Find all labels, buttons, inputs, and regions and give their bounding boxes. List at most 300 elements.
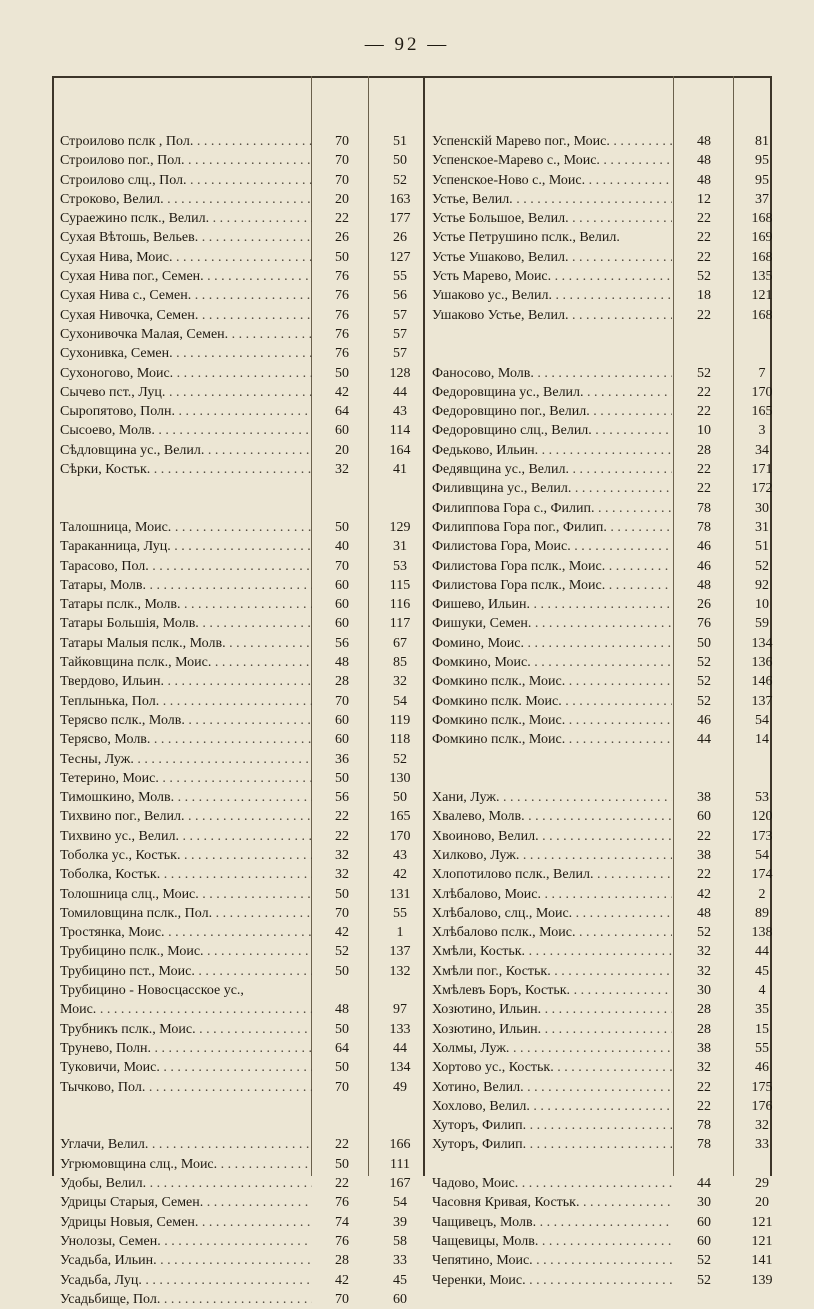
place-name: Тихвино пог., Велил. . . . <box>60 807 312 826</box>
index-entry <box>432 402 773 421</box>
place-name: Туковичи, Моис. . . . <box>60 1058 312 1077</box>
place-name: Татары Малыя пслк., Молв. . . . <box>60 634 312 653</box>
entry-number: 59 <box>755 616 769 632</box>
entry-number: 141 <box>751 1253 773 1269</box>
place-name: Хлѣбалово, слц., Моис. . . . <box>432 904 672 923</box>
sheet-number: 78 <box>697 1118 711 1134</box>
index-entry <box>60 557 422 576</box>
place-name: Устье Петрушино пслк., Велил. <box>432 230 620 246</box>
place-name: Фомкино пслк. Моис. . . . <box>432 692 672 711</box>
sheet-number: 78 <box>697 519 711 535</box>
sheet-number: 76 <box>697 616 711 632</box>
sheet-number: 22 <box>697 230 711 246</box>
sheet-number: 32 <box>697 963 711 979</box>
sheet-number: 44 <box>697 1176 711 1192</box>
sheet-number: 38 <box>697 1040 711 1056</box>
index-entry <box>60 962 422 981</box>
place-name: Сухонивка, Семен. . . . <box>60 344 312 363</box>
entry-number: 54 <box>393 1195 407 1211</box>
place-name: Федоровщино слц., Велил. . . . <box>432 421 672 440</box>
sheet-number: 22 <box>697 828 711 844</box>
place-name: Тихвино ус., Велил. . . . <box>60 827 312 846</box>
sheet-number: 42 <box>697 886 711 902</box>
sheet-number: 78 <box>697 500 711 516</box>
entry-number: 164 <box>389 442 411 458</box>
index-entry <box>432 672 773 691</box>
entry-number: 134 <box>751 635 773 651</box>
sheet-number: 22 <box>335 211 349 227</box>
index-entry <box>60 1116 422 1135</box>
index-entry <box>60 537 422 556</box>
entry-number: 43 <box>393 404 407 420</box>
sheet-number: 26 <box>697 597 711 613</box>
index-entry <box>60 711 422 730</box>
sheet-number: 52 <box>697 693 711 709</box>
sheet-number: 52 <box>697 925 711 941</box>
sheet-number: 48 <box>697 153 711 169</box>
place-name: Федоровщино пог., Велил. . . . <box>432 402 672 421</box>
sheet-number: 50 <box>335 1021 349 1037</box>
index-entry <box>432 1271 773 1290</box>
sheet-number: 22 <box>335 1176 349 1192</box>
index-entry <box>60 267 422 286</box>
sheet-number: 76 <box>335 346 349 362</box>
index-entry <box>60 788 422 807</box>
place-name: Усть Марево, Моис. . . . <box>432 267 672 286</box>
entry-number: 44 <box>755 944 769 960</box>
sheet-number: 38 <box>697 847 711 863</box>
place-name: Хуторъ, Филип. . . . <box>432 1116 672 1135</box>
entry-number: 57 <box>393 307 407 323</box>
entry-number: 165 <box>751 404 773 420</box>
index-entry <box>432 827 773 846</box>
place-name: Твердово, Ильин. . . . <box>60 672 312 691</box>
entry-number: 2 <box>758 886 766 902</box>
index-entry <box>432 595 768 614</box>
entry-number: 50 <box>393 790 407 806</box>
entry-number: 176 <box>751 1098 773 1114</box>
index-entry <box>432 364 768 383</box>
index-entry <box>60 730 422 749</box>
index-entry <box>432 557 768 576</box>
place-name: Устье Большое, Велил. . . . <box>432 209 672 228</box>
place-name: Часовня Кривая, Костьк. . . . <box>432 1193 672 1212</box>
entry-number: 170 <box>389 828 411 844</box>
place-name: Сухоногово, Моис. . . . <box>60 364 312 383</box>
index-entry <box>432 981 768 1000</box>
sheet-number: 22 <box>697 404 711 420</box>
entry-number: 130 <box>389 770 411 786</box>
index-entry <box>60 827 422 846</box>
place-name: Трунево, Полн. . . . <box>60 1039 312 1058</box>
index-entry <box>60 1000 422 1019</box>
entry-number: 132 <box>389 963 411 979</box>
index-entry <box>432 865 773 884</box>
index-entry <box>432 1116 768 1135</box>
index-entry <box>60 942 422 961</box>
entry-number: 95 <box>755 153 769 169</box>
entry-number: 7 <box>758 365 766 381</box>
index-entry <box>432 1155 768 1174</box>
sheet-number: 22 <box>335 828 349 844</box>
sheet-number: 70 <box>335 1291 349 1307</box>
sheet-number: 36 <box>335 751 349 767</box>
sheet-number: 26 <box>335 230 349 246</box>
entry-number: 95 <box>755 172 769 188</box>
sheet-number: 60 <box>335 616 349 632</box>
sheet-number: 70 <box>335 153 349 169</box>
place-name: Успенское-Ново с., Моис. . . . <box>432 171 672 190</box>
sheet-number: 50 <box>335 249 349 265</box>
index-entry <box>432 904 768 923</box>
sheet-number: 60 <box>335 732 349 748</box>
place-name: Трубицино - Новосцасское ус., <box>60 983 244 999</box>
sheet-number: 70 <box>335 172 349 188</box>
index-entry <box>60 1213 422 1232</box>
entry-number: 14 <box>755 732 769 748</box>
index-entry <box>60 672 422 691</box>
sheet-number: 50 <box>335 963 349 979</box>
entry-number: 55 <box>393 905 407 921</box>
sheet-number: 22 <box>335 1137 349 1153</box>
sheet-number: 76 <box>335 269 349 285</box>
index-entry <box>432 228 773 247</box>
entry-number: 15 <box>755 1021 769 1037</box>
entry-number: 85 <box>393 655 407 671</box>
entry-number: 171 <box>751 462 773 478</box>
entry-number: 137 <box>751 693 773 709</box>
place-name: Хлѣбалово, Моис. . . . <box>432 885 672 904</box>
index-entry <box>432 750 768 769</box>
place-name: Черенки, Моис. . . . <box>432 1271 672 1290</box>
sheet-number: 70 <box>335 134 349 149</box>
sheet-number: 50 <box>335 770 349 786</box>
entry-number: 37 <box>755 191 769 207</box>
sheet-number: 76 <box>335 1195 349 1211</box>
entry-number: 53 <box>755 790 769 806</box>
index-entry <box>432 1097 773 1116</box>
index-entry <box>432 248 773 267</box>
entry-number: 43 <box>393 847 407 863</box>
entry-number: 45 <box>755 963 769 979</box>
place-name: Теплынька, Пол. . . . <box>60 692 312 711</box>
sheet-number: 32 <box>335 847 349 863</box>
entry-number: 29 <box>755 1176 769 1192</box>
place-name: Тычково, Пол. . . . <box>60 1078 312 1097</box>
sheet-number: 48 <box>697 905 711 921</box>
place-name: Хмѣли, Костьк. . . . <box>432 942 672 961</box>
place-name: Хилково, Луж. . . . <box>432 846 672 865</box>
sheet-number: 50 <box>335 1156 349 1172</box>
place-name: Тетерино, Моис. . . . <box>60 769 312 788</box>
index-entry <box>432 344 768 363</box>
entry-number: 116 <box>389 597 411 613</box>
place-name: Строилово слц., Пол. . . . <box>60 171 312 190</box>
entry-number: 33 <box>755 1137 769 1153</box>
place-name: Угрюмовщина слц., Моис. . . . <box>60 1155 312 1174</box>
entry-number: 55 <box>755 1040 769 1056</box>
entry-number: 46 <box>755 1060 769 1076</box>
index-entry <box>60 614 422 633</box>
entry-number: 136 <box>751 655 773 671</box>
sheet-number: 22 <box>697 462 711 478</box>
entry-number: 20 <box>755 1195 769 1211</box>
table-left-border <box>52 76 54 1176</box>
sheet-number: 56 <box>335 790 349 806</box>
place-name: Хлопотилово пслк., Велил. . . . <box>432 865 672 884</box>
sheet-number: 42 <box>335 1272 349 1288</box>
sheet-number: 52 <box>697 269 711 285</box>
index-entry <box>60 460 422 479</box>
entry-number: 177 <box>389 211 411 227</box>
index-entry <box>60 325 422 344</box>
entry-number: 39 <box>393 1214 407 1230</box>
place-name: Чепятино, Моис. . . . <box>432 1251 672 1270</box>
index-entry <box>432 267 773 286</box>
place-name: Тоболка ус., Костьк. . . . <box>60 846 312 865</box>
sheet-number: 28 <box>697 442 711 458</box>
entry-number: 134 <box>389 1060 411 1076</box>
entry-number: 57 <box>393 346 407 362</box>
sheet-number: 60 <box>335 597 349 613</box>
place-name: Фомино, Моис. . . . <box>432 634 672 653</box>
place-name: Терясво, Молв. . . . <box>60 730 312 749</box>
place-name: Хлѣбалово пслк., Моис. . . . <box>432 923 672 942</box>
sheet-number: 52 <box>697 655 711 671</box>
entry-number: 56 <box>393 288 407 304</box>
index-entry <box>432 286 773 305</box>
entry-number: 42 <box>393 867 407 883</box>
entry-number: 172 <box>751 481 773 497</box>
place-name: Строилово пог., Пол. . . . <box>60 151 312 170</box>
left-index-column <box>60 132 422 1309</box>
place-name: Сухая Нива с., Семен. . . . <box>60 286 312 305</box>
index-entry <box>60 1155 422 1174</box>
index-entry <box>432 1251 773 1270</box>
sheet-number: 20 <box>335 191 349 207</box>
entry-number: 35 <box>755 1002 769 1018</box>
entry-number: 146 <box>751 674 773 690</box>
sheet-number: 40 <box>335 539 349 555</box>
index-entry <box>60 1193 422 1212</box>
entry-number: 32 <box>393 674 407 690</box>
place-name: Талошница, Моис. . . . <box>60 518 312 537</box>
index-entry <box>60 479 422 498</box>
place-name: Тарасово, Пол. . . . <box>60 557 312 576</box>
place-name: Филистова Гора пслк., Моис. . . . <box>432 576 672 595</box>
sheet-number: 22 <box>697 1098 711 1114</box>
place-name: Тараканница, Луц. . . . <box>60 537 312 556</box>
entry-number: 41 <box>393 462 407 478</box>
entry-number: 163 <box>389 191 411 207</box>
place-name: Чащевицы, Молв. . . . <box>432 1232 672 1251</box>
place-name: Филистова Гора пслк., Моис. . . . <box>432 557 672 576</box>
entry-number: 54 <box>755 847 769 863</box>
sheet-number: 48 <box>697 577 711 593</box>
sheet-number: 48 <box>335 1002 349 1018</box>
index-entry <box>432 730 768 749</box>
index-entry <box>432 576 768 595</box>
entry-number: 137 <box>389 944 411 960</box>
sheet-number: 52 <box>335 944 349 960</box>
sheet-number: 30 <box>697 1195 711 1211</box>
sheet-number: 50 <box>335 365 349 381</box>
index-entry <box>432 537 768 556</box>
index-entry <box>60 306 422 325</box>
sheet-number: 28 <box>335 1253 349 1269</box>
index-entry <box>432 479 773 498</box>
sheet-number: 46 <box>697 558 711 574</box>
index-entry <box>60 402 422 421</box>
entry-number: 121 <box>751 1214 773 1230</box>
index-entry <box>60 923 422 942</box>
entry-number: 51 <box>755 539 769 555</box>
place-name: Толошница слц., Моис. . . . <box>60 885 312 904</box>
entry-number: 135 <box>751 269 773 285</box>
entry-number: 30 <box>755 500 769 516</box>
index-entry <box>432 1135 768 1154</box>
place-name: Хозютино, Ильин. . . . <box>432 1000 672 1019</box>
index-entry <box>60 499 422 518</box>
place-name: Удрицы Новыя, Семен. . . . <box>60 1213 312 1232</box>
sheet-number: 70 <box>335 905 349 921</box>
index-entry <box>432 1000 768 1019</box>
index-entry <box>60 383 422 402</box>
place-name: Филистова Гора, Моис. . . . <box>432 537 672 556</box>
index-entry <box>432 1020 768 1039</box>
place-name: Чащивецъ, Молв. . . . <box>432 1213 672 1232</box>
sheet-number: 28 <box>697 1002 711 1018</box>
index-entry <box>432 499 768 518</box>
place-name: Фаносово, Молв. . . . <box>432 364 672 383</box>
sheet-number: 22 <box>697 1079 711 1095</box>
index-entry <box>432 634 773 653</box>
sheet-number: 32 <box>697 944 711 960</box>
entry-number: 44 <box>393 384 407 400</box>
place-name: Тоболка, Костьк. . . . <box>60 865 312 884</box>
index-entry <box>60 1251 422 1270</box>
sheet-number: 64 <box>335 404 349 420</box>
index-entry <box>432 1174 768 1193</box>
entry-number: 26 <box>393 230 407 246</box>
place-name: Сысоево, Молв. . . . <box>60 421 312 440</box>
entry-number: 173 <box>751 828 773 844</box>
index-entry <box>60 132 422 151</box>
entry-number: 60 <box>393 1291 407 1307</box>
sheet-number: 52 <box>697 674 711 690</box>
sheet-number: 70 <box>335 558 349 574</box>
sheet-number: 56 <box>335 635 349 651</box>
index-entry <box>432 769 768 788</box>
entry-number: 10 <box>755 597 769 613</box>
entry-number: 170 <box>751 384 773 400</box>
index-entry <box>432 306 773 325</box>
place-name: Хвалево, Молв. . . . <box>432 807 672 826</box>
sheet-number: 42 <box>335 384 349 400</box>
entry-number: 57 <box>393 326 407 342</box>
place-name: Федявщина ус., Велил. . . . <box>432 460 672 479</box>
place-name: Томиловщина пслк., Пол. . . . <box>60 904 312 923</box>
entry-number: 139 <box>751 1272 773 1288</box>
sheet-number: 74 <box>335 1214 349 1230</box>
place-name: Трубицино пст., Моис. . . . <box>60 962 312 981</box>
entry-number: 120 <box>751 809 773 825</box>
index-entry <box>60 518 422 537</box>
entry-number: 131 <box>389 886 411 902</box>
sheet-number: 76 <box>335 326 349 342</box>
entry-number: 32 <box>755 1118 769 1134</box>
place-name: Хмѣли пог., Костьк. . . . <box>432 962 672 981</box>
place-name: Унолозы, Семен. . . . <box>60 1232 312 1251</box>
place-name: Хохлово, Велил. . . . <box>432 1097 672 1116</box>
place-name: Федоровщина ус., Велил. . . . <box>432 383 672 402</box>
place-name: Строилово пслк , Пол. . . . <box>60 132 312 151</box>
right-index-column <box>432 132 773 1290</box>
place-name: Трубицино пслк., Моис. . . . <box>60 942 312 961</box>
index-entry <box>60 364 422 383</box>
entry-number: 49 <box>393 1079 407 1095</box>
entry-number: 58 <box>393 1233 407 1249</box>
place-name: Удрицы Старыя, Семен. . . . <box>60 1193 312 1212</box>
index-entry <box>432 460 773 479</box>
place-name: Фомкино, Моис. . . . <box>432 653 672 672</box>
place-name: Татары Большія, Молв. . . . <box>60 614 312 633</box>
sheet-number: 20 <box>335 442 349 458</box>
sheet-number: 60 <box>697 1233 711 1249</box>
sheet-number: 60 <box>335 712 349 728</box>
sheet-number: 42 <box>335 925 349 941</box>
index-entry <box>60 807 422 826</box>
entry-number: 165 <box>389 809 411 825</box>
place-name: Филиппова Гора с., Филип. . . . <box>432 499 672 518</box>
entry-number: 52 <box>393 751 407 767</box>
place-name: Устье Ушаково, Велил. . . . <box>432 248 672 267</box>
entry-number: 31 <box>393 539 407 555</box>
sheet-number: 52 <box>697 1272 711 1288</box>
entry-number: 53 <box>393 558 407 574</box>
index-entry <box>60 595 422 614</box>
index-entry <box>60 981 422 1000</box>
place-name: Усадьбище, Пол. . . . <box>60 1290 312 1309</box>
place-name: Успенскій Марево пог., Моис. . . . <box>432 132 672 151</box>
index-entry <box>432 923 773 942</box>
sheet-number: 50 <box>697 635 711 651</box>
entry-number: 67 <box>393 635 407 651</box>
entry-number: 34 <box>755 442 769 458</box>
index-entry <box>432 151 768 170</box>
index-entry <box>60 209 422 228</box>
place-name: Усадьба, Ильин. . . . <box>60 1251 312 1270</box>
sheet-number: 52 <box>697 365 711 381</box>
entry-number: 121 <box>751 1233 773 1249</box>
sheet-number: 22 <box>697 481 711 497</box>
index-entry <box>432 614 768 633</box>
place-name: Ушаково ус., Велил. . . . <box>432 286 672 305</box>
sheet-number: 48 <box>697 134 711 149</box>
index-entry <box>432 518 768 537</box>
index-entry <box>432 209 773 228</box>
index-entry <box>60 1232 422 1251</box>
entry-number: 44 <box>393 1040 407 1056</box>
entry-number: 167 <box>389 1176 411 1192</box>
index-entry <box>432 1078 773 1097</box>
place-name: Сухая Нивочка, Семен. . . . <box>60 306 312 325</box>
sheet-number: 50 <box>335 886 349 902</box>
place-name: Строково, Велил. . . . <box>60 190 312 209</box>
place-name: Сѣдловщина ус., Велил. . . . <box>60 441 312 460</box>
place-name: Сухая Нива пог., Семен. . . . <box>60 267 312 286</box>
entry-number: 33 <box>393 1253 407 1269</box>
